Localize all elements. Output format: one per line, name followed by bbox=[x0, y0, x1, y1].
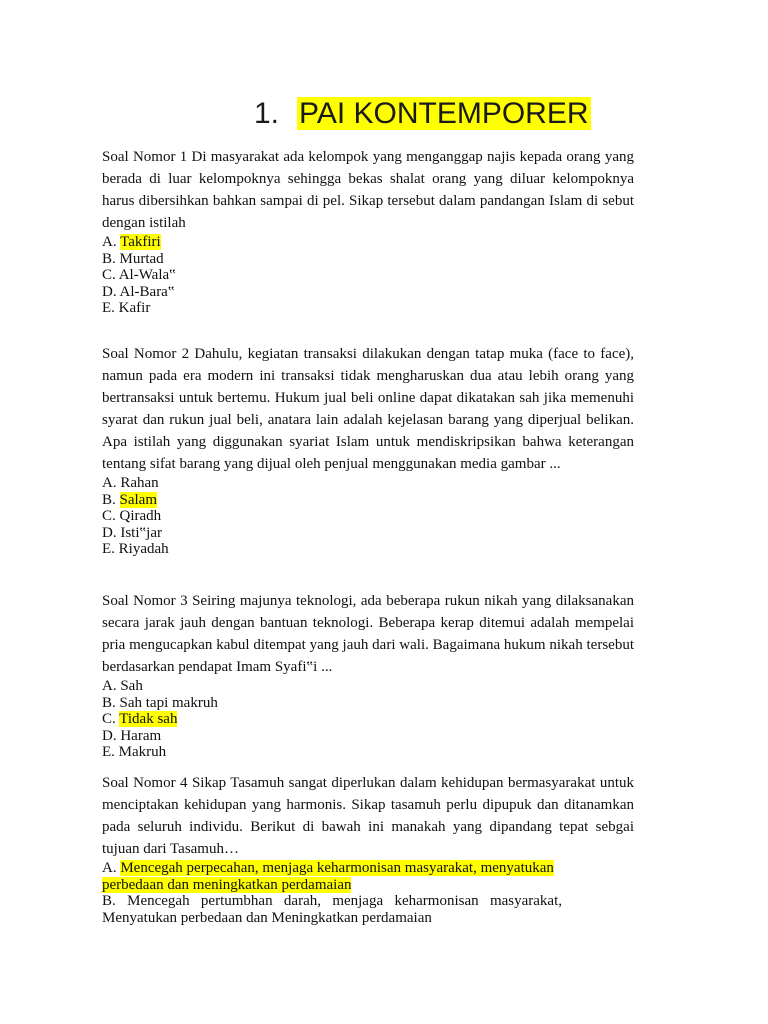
option-letter: E. bbox=[102, 744, 115, 760]
option-letter: E. bbox=[102, 300, 115, 316]
option-c bbox=[102, 508, 634, 525]
option-text: Sah bbox=[120, 678, 143, 694]
option-c bbox=[102, 267, 634, 284]
option-letter: A. bbox=[102, 860, 117, 876]
option-letter: B. bbox=[102, 491, 116, 508]
option-text: Riyadah bbox=[118, 541, 169, 557]
option-text: Makruh bbox=[118, 744, 167, 760]
option-letter: C. bbox=[102, 711, 116, 727]
option-a bbox=[102, 234, 634, 251]
option-letter: A. bbox=[102, 475, 117, 491]
option-text-answer: Takfiri bbox=[120, 234, 161, 250]
option-text: Haram bbox=[120, 727, 162, 744]
option-e bbox=[102, 541, 634, 558]
title-number: 1. bbox=[254, 97, 280, 130]
question-4 bbox=[102, 772, 634, 926]
option-a bbox=[102, 860, 572, 893]
title-text: PAI KONTEMPORER bbox=[299, 97, 589, 130]
option-letter: D. bbox=[102, 524, 117, 541]
option-text: Sah tapi makruh bbox=[119, 694, 218, 711]
question-stem: Soal Nomor 4 Sikap Tasamuh sangat diperlukan dalam kehidupan bermasyarakat untuk menciptakan kehidupan yang harmonis. Sikap tasamuh perlu dipupuk dan ditanamkan pada seluruh individu. Berikut di bawah ini manakah yang dipandang tepat sebgai tujuan dari Tasamuh… bbox=[102, 775, 634, 857]
option-letter: C. bbox=[102, 267, 116, 283]
option-b bbox=[102, 492, 634, 509]
option-a bbox=[102, 678, 634, 695]
option-d bbox=[102, 284, 634, 301]
option-text: Murtad bbox=[119, 250, 164, 267]
option-b bbox=[102, 893, 562, 926]
option-d bbox=[102, 728, 634, 745]
question-2 bbox=[102, 343, 634, 558]
option-text-answer: Tidak sah bbox=[119, 711, 178, 727]
option-e bbox=[102, 744, 634, 761]
option-letter: D. bbox=[102, 727, 117, 744]
document-title bbox=[254, 94, 591, 134]
option-text-answer: Mencegah perpecahan, menjaga keharmonisan masyarakat, menyatukan perbedaan dan meningkatkan perdamaian bbox=[102, 860, 554, 893]
option-text: Qiradh bbox=[119, 508, 162, 524]
option-d bbox=[102, 525, 634, 542]
option-list bbox=[102, 860, 634, 926]
question-3 bbox=[102, 590, 634, 761]
option-text: Rahan bbox=[120, 475, 159, 491]
option-letter: E. bbox=[102, 541, 115, 557]
option-b bbox=[102, 251, 634, 268]
option-c bbox=[102, 711, 634, 728]
option-letter: D. bbox=[102, 283, 117, 300]
option-text: Isti‟jar bbox=[120, 524, 162, 541]
option-list bbox=[102, 475, 634, 558]
option-b bbox=[102, 695, 634, 712]
option-text-answer: Salam bbox=[119, 491, 158, 508]
option-list bbox=[102, 678, 634, 761]
option-letter: B. bbox=[102, 250, 116, 267]
option-letter: B. bbox=[102, 893, 116, 909]
question-1 bbox=[102, 146, 634, 317]
option-e bbox=[102, 300, 634, 317]
option-text: Al-Bara‟ bbox=[119, 283, 175, 300]
option-letter: A. bbox=[102, 234, 117, 250]
option-text: Mencegah pertumbhan darah, menjaga keharmonisan masyarakat, Menyatukan perbedaan dan Meningkatkan perdamaian bbox=[102, 893, 562, 926]
option-text: Al-Wala‟ bbox=[118, 267, 176, 283]
option-text: Kafir bbox=[118, 300, 151, 316]
option-letter: C. bbox=[102, 508, 116, 524]
option-letter: A. bbox=[102, 678, 117, 694]
option-letter: B. bbox=[102, 694, 116, 711]
option-a bbox=[102, 475, 634, 492]
question-stem: Soal Nomor 2 Dahulu, kegiatan transaksi dilakukan dengan tatap muka (face to face), namun pada era modern ini transaksi tidak mengharuskan dua atau lebih orang yang bertransaksi untuk bertemu. Hukum jual beli online dapat dikatakan sah jika memenuhi syarat dan rukun jual beli, anatara lain adalah kejelasan barang yang diperjual belikan. Apa istilah yang diggunakan syariat Islam untuk mendiskripsikan bahwa keterangan tentang sifat barang yang dijual oleh penjual menggunakan media gambar ... bbox=[102, 346, 634, 472]
question-stem: Soal Nomor 3 Seiring majunya teknologi, ada beberapa rukun nikah yang dilaksanakan secara jarak jauh dengan bantuan teknologi. Beberapa kerap ditemui adalah mempelai pria mengucapkan kabul ditempat yang jauh dari wali. Bagaimana hukum nikah tersebut berdasarkan pendapat Imam Syafi‟i ... bbox=[102, 593, 634, 675]
option-list bbox=[102, 234, 634, 317]
question-stem: Soal Nomor 1 Di masyarakat ada kelompok yang menganggap najis kepada orang yang berada di luar kelompoknya sehingga bekas shalat orang yang diluar kelompoknya harus dibersihkan bahkan sampai di pel. Sikap tersebut dalam pandangan Islam di sebut dengan istilah bbox=[102, 149, 634, 231]
